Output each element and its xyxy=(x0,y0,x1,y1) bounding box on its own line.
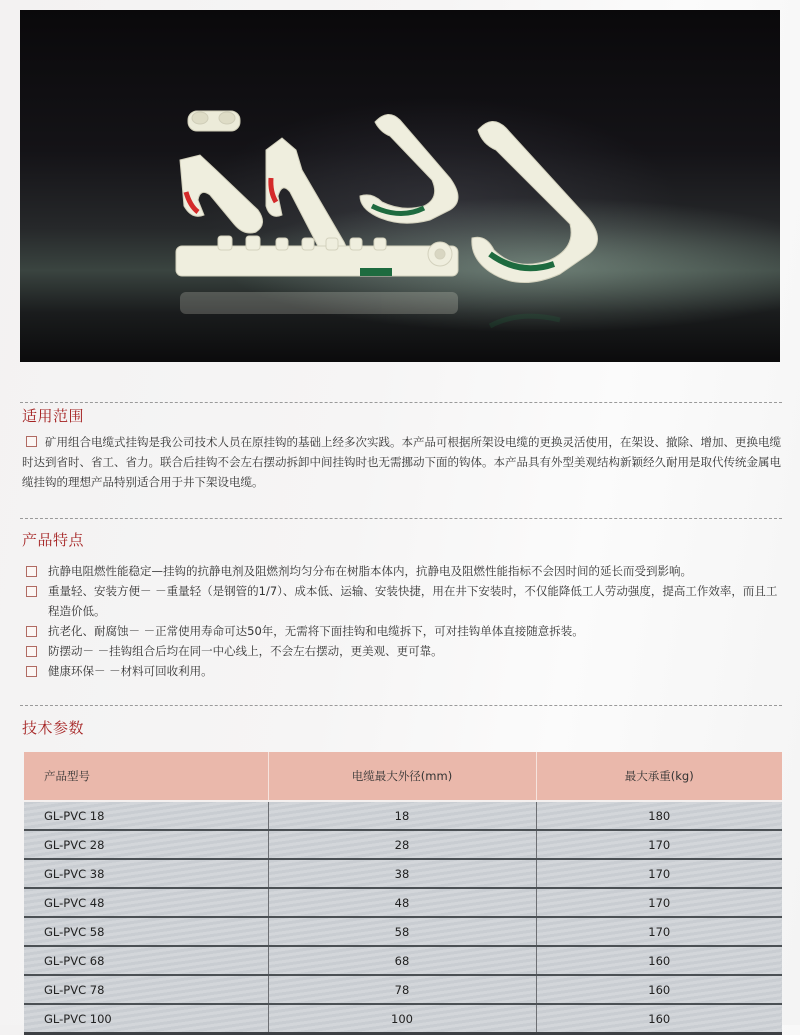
cell-model: GL-PVC 58 xyxy=(24,917,268,946)
scope-paragraph xyxy=(22,432,782,492)
cell-diameter: 78 xyxy=(268,975,536,1004)
section-divider xyxy=(20,518,782,519)
hook-large-green xyxy=(360,114,458,223)
table-row xyxy=(24,888,782,917)
feature-text: 防摆动－ －挂钩组合后均在同一中心线上，不会左右摆动，更美观、更可靠。 xyxy=(48,644,443,658)
cell-model: GL-PVC 68 xyxy=(24,946,268,975)
feature-text: 重量轻、安装方便－ －重量轻（是钢管的1/7）、成本低、运输、安装快捷，用在井下安装时，不仅能降低工人劳动强度，提高工作效率，而且工程造价低。 xyxy=(48,584,778,618)
features-title: 产品特点 xyxy=(22,531,85,549)
scope-title: 适用范围 xyxy=(22,407,85,425)
cell-load: 180 xyxy=(536,801,782,830)
header-max-load: 最大承重(kg) xyxy=(536,752,782,801)
hook-small-red xyxy=(180,155,263,233)
header-max-diameter: 电缆最大外径(mm) xyxy=(268,752,536,801)
table-row xyxy=(24,917,782,946)
cell-load: 160 xyxy=(536,1004,782,1034)
table-row xyxy=(24,859,782,888)
checkbox-icon xyxy=(26,566,37,577)
cell-diameter: 28 xyxy=(268,830,536,859)
specs-title: 技术参数 xyxy=(22,719,85,737)
cable-hooks-illustration xyxy=(20,10,780,362)
cell-load: 170 xyxy=(536,830,782,859)
product-photo xyxy=(20,10,780,362)
feature-text: 抗静电阻燃性能稳定—挂钩的抗静电剂及阻燃剂均匀分布在树脂本体内，抗静电及阻燃性能指标不会因时间的延长而受到影响。 xyxy=(48,564,692,578)
cell-model: GL-PVC 18 xyxy=(24,801,268,830)
comb-bar-reflection xyxy=(180,292,560,326)
table-row xyxy=(24,801,782,830)
cell-model: GL-PVC 100 xyxy=(24,1004,268,1034)
checkbox-icon xyxy=(26,646,37,657)
cell-model: GL-PVC 48 xyxy=(24,888,268,917)
header-model: 产品型号 xyxy=(24,752,268,801)
hook-xlarge-green xyxy=(472,121,598,282)
spec-table xyxy=(24,752,782,1035)
cell-model: GL-PVC 78 xyxy=(24,975,268,1004)
cell-load: 170 xyxy=(536,917,782,946)
checkbox-icon xyxy=(26,626,37,637)
features-list xyxy=(22,561,782,681)
feature-text: 健康环保－ －材料可回收利用。 xyxy=(48,664,213,678)
checkbox-icon xyxy=(26,666,37,677)
cell-load: 170 xyxy=(536,859,782,888)
section-divider xyxy=(20,402,782,403)
section-divider xyxy=(20,705,782,706)
cell-diameter: 58 xyxy=(268,917,536,946)
cell-diameter: 48 xyxy=(268,888,536,917)
table-row xyxy=(24,1004,782,1034)
table-row xyxy=(24,975,782,1004)
table-header-row xyxy=(24,752,782,801)
cell-diameter: 100 xyxy=(268,1004,536,1034)
cell-diameter: 18 xyxy=(268,801,536,830)
checkbox-icon xyxy=(26,586,37,597)
coupler-part xyxy=(188,111,240,131)
checkbox-icon xyxy=(26,436,37,447)
feature-item xyxy=(22,641,782,661)
cell-load: 160 xyxy=(536,975,782,1004)
feature-item xyxy=(22,621,782,641)
table-row xyxy=(24,830,782,859)
feature-item xyxy=(22,661,782,681)
feature-text: 抗老化、耐腐蚀－ －正常使用寿命可达50年，无需将下面挂钩和电缆拆下，可对挂钩单体直接随意拆装。 xyxy=(48,624,584,638)
cell-model: GL-PVC 38 xyxy=(24,859,268,888)
cell-model: GL-PVC 28 xyxy=(24,830,268,859)
feature-item xyxy=(22,561,782,581)
cell-diameter: 68 xyxy=(268,946,536,975)
cell-load: 160 xyxy=(536,946,782,975)
cell-diameter: 38 xyxy=(268,859,536,888)
feature-item xyxy=(22,581,782,621)
cell-load: 170 xyxy=(536,888,782,917)
table-row xyxy=(24,946,782,975)
scope-text: 矿用组合电缆式挂钩是我公司技术人员在原挂钩的基础上经多次实践。本产品可根据所架设电缆的更换灵活使用，在架设、撤除、增加、更换电缆时达到省时、省工、省力。联合后挂钩不会左右摆动拆卸中间挂钩时也无需挪动下面的钩体。本产品具有外型美观结构新颖经久耐用是取代传统金属电缆挂钩的理想产品特别适合用于井下架设电缆。 xyxy=(22,435,781,489)
